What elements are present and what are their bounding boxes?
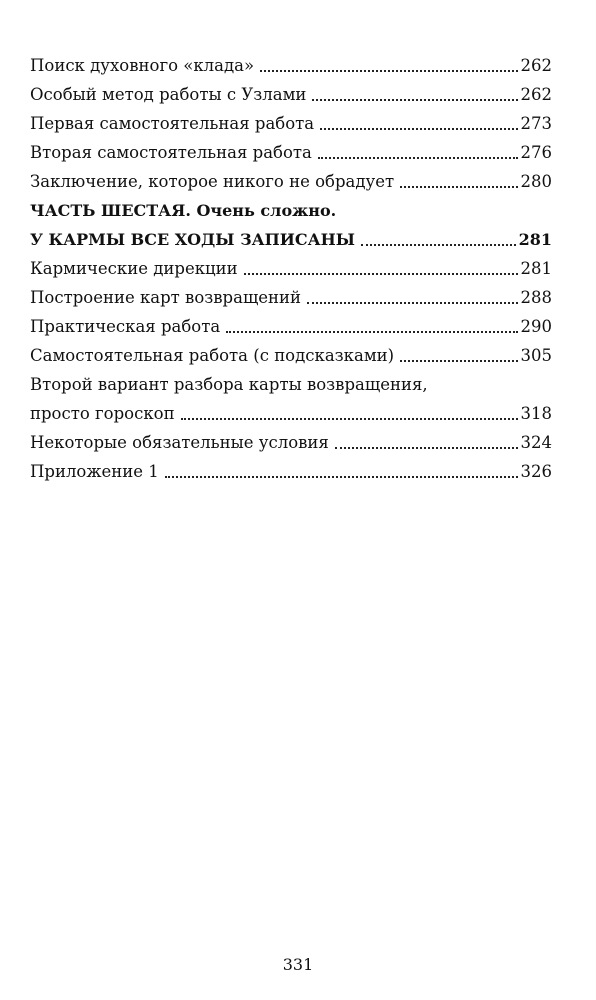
toc-entry-page: 273 (520, 114, 552, 133)
toc-leader-dots (335, 447, 518, 449)
toc-leader-dots (226, 331, 517, 333)
toc-entry-first-line (30, 367, 552, 396)
toc-leader-dots (312, 99, 517, 101)
toc-entry-title: Второй вариант разбора карты возвращения, (30, 375, 428, 394)
toc-entry (30, 454, 552, 483)
toc-leader-dots (244, 273, 518, 275)
toc-entry-title: Первая самостоятельная работа (30, 114, 315, 133)
toc-entry-title: Заключение, которое никого не обрадует (30, 172, 395, 191)
toc-entry-title: Кармические дирекции (30, 259, 238, 278)
toc-entry-page: 318 (520, 404, 552, 423)
toc-part-title: ЧАСТЬ ШЕСТАЯ. Очень сложно. (30, 201, 337, 220)
toc-leader-dots (400, 360, 517, 362)
toc-leader-dots (181, 418, 518, 420)
toc-entry-page: 324 (520, 433, 552, 452)
toc-entry-title: Самостоятельная работа (с подсказками) (30, 346, 395, 365)
page-number: 331 (282, 955, 314, 974)
toc-entry-title: Практическая работа (30, 317, 221, 336)
toc-entry (30, 309, 552, 338)
toc-entry-page: 281 (520, 259, 552, 278)
toc-entry (30, 106, 552, 135)
toc-entry-title: просто гороскоп (30, 404, 175, 423)
toc-entry-page: 326 (520, 462, 552, 481)
toc-part-heading (30, 193, 552, 222)
toc-leader-dots (361, 244, 516, 246)
toc-entry-title: Поиск духовного «клада» (30, 56, 255, 75)
toc-entry-page: 276 (520, 143, 552, 162)
toc-entry-page: 262 (520, 85, 552, 104)
toc-entry-page: 280 (520, 172, 552, 191)
table-of-contents (30, 48, 552, 483)
toc-entry-title: У КАРМЫ ВСЕ ХОДЫ ЗАПИСАНЫ (30, 230, 355, 249)
toc-entry (30, 338, 552, 367)
toc-entry-page: 288 (520, 288, 552, 307)
toc-entry (30, 135, 552, 164)
toc-entry (30, 251, 552, 280)
toc-entry-title: Некоторые обязательные условия (30, 433, 329, 452)
toc-entry (30, 425, 552, 454)
toc-leader-dots (320, 128, 517, 130)
toc-entry (30, 77, 552, 106)
toc-entry (30, 396, 552, 425)
toc-entry-page: 305 (520, 346, 552, 365)
toc-entry-title: Особый метод работы с Узлами (30, 85, 307, 104)
toc-entry-title: Приложение 1 (30, 462, 159, 481)
toc-entry (30, 280, 552, 309)
toc-leader-dots (260, 70, 517, 72)
toc-leader-dots (165, 476, 518, 478)
toc-entry-page: 281 (518, 230, 552, 249)
toc-entry-title: Построение карт возвращений (30, 288, 302, 307)
toc-entry-page: 290 (520, 317, 552, 336)
toc-entry (30, 48, 552, 77)
toc-entry (30, 164, 552, 193)
toc-leader-dots (400, 186, 517, 188)
toc-leader-dots (307, 302, 517, 304)
toc-leader-dots (318, 157, 518, 159)
toc-entry-title: Вторая самостоятельная работа (30, 143, 312, 162)
toc-entry-page: 262 (520, 56, 552, 75)
toc-entry (30, 222, 552, 251)
